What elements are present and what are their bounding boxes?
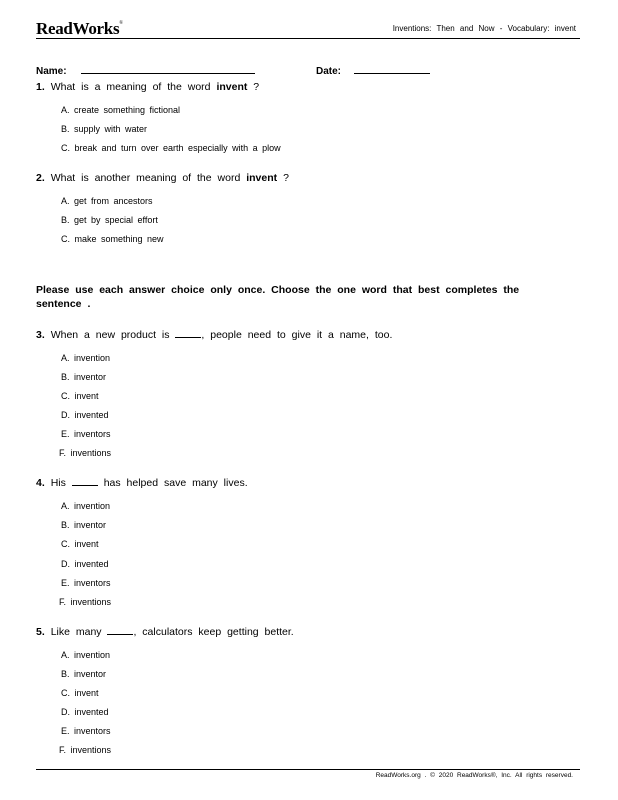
q1-option-c[interactable]: C. break and turn over earth especially with a plow xyxy=(61,143,281,153)
question-2: 2. What is another meaning of the word invent ? xyxy=(36,172,289,184)
header-divider xyxy=(36,38,580,39)
readworks-logo: ReadWorks® xyxy=(36,19,123,38)
q4-option-a[interactable]: A. invention xyxy=(61,501,111,511)
q3-option-a[interactable]: A. invention xyxy=(61,353,111,363)
q5-option-a[interactable]: A. invention xyxy=(61,650,111,660)
q4-option-f[interactable]: F. inventions xyxy=(59,597,112,607)
instructions: Please use each answer choice only once. Choose the one word that best completes the sentence . xyxy=(36,284,520,310)
name-blank[interactable] xyxy=(81,64,255,74)
name-label: Name: xyxy=(36,66,67,77)
footer-divider xyxy=(36,769,580,770)
q3-option-e[interactable]: E. inventors xyxy=(61,429,111,439)
q1-option-a[interactable]: A. create something fictional xyxy=(61,105,181,115)
date-label: Date: xyxy=(316,66,342,77)
q3-option-c[interactable]: C. invent xyxy=(61,391,99,401)
question-1: 1. What is a meaning of the word invent ? xyxy=(36,81,260,93)
question-5: 5. Like many , calculators keep getting better. xyxy=(36,626,294,638)
q3-option-b[interactable]: B. inventor xyxy=(61,372,107,382)
q5-option-d[interactable]: D. invented xyxy=(61,707,109,717)
q4-option-d[interactable]: D. invented xyxy=(61,559,109,569)
q5-option-b[interactable]: B. inventor xyxy=(61,669,107,679)
q4-option-c[interactable]: C. invent xyxy=(61,539,99,549)
answer-blank[interactable] xyxy=(175,329,201,338)
question-3: 3. When a new product is , people need to give it a name, too. xyxy=(36,329,393,341)
worksheet-title: Inventions: Then and Now - Vocabulary: invent xyxy=(392,24,576,33)
q2-option-a[interactable]: A. get from ancestors xyxy=(61,196,153,206)
question-4: 4. His has helped save many lives. xyxy=(36,477,248,489)
answer-blank[interactable] xyxy=(72,477,98,486)
name-field[interactable] xyxy=(36,64,255,77)
q1-option-b[interactable]: B. supply with water xyxy=(61,124,148,134)
q4-option-e[interactable]: E. inventors xyxy=(61,578,111,588)
footer-copyright: ReadWorks.org . © 2020 ReadWorks®, Inc. All rights reserved. xyxy=(375,772,573,779)
date-field[interactable] xyxy=(316,64,430,77)
q3-option-d[interactable]: D. invented xyxy=(61,410,109,420)
q5-option-c[interactable]: C. invent xyxy=(61,688,99,698)
q4-option-b[interactable]: B. inventor xyxy=(61,520,107,530)
answer-blank[interactable] xyxy=(107,626,133,635)
date-blank[interactable] xyxy=(354,64,430,74)
q2-option-c[interactable]: C. make something new xyxy=(61,234,164,244)
q5-option-e[interactable]: E. inventors xyxy=(61,726,111,736)
q2-option-b[interactable]: B. get by special effort xyxy=(61,215,158,225)
q3-option-f[interactable]: F. inventions xyxy=(59,448,112,458)
q5-option-f[interactable]: F. inventions xyxy=(59,745,112,755)
